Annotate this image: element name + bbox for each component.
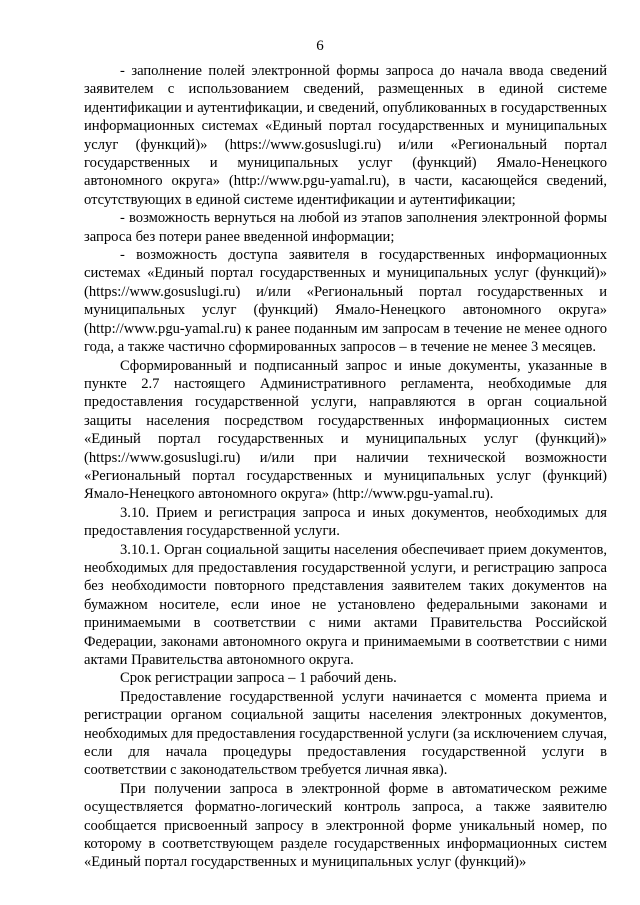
paragraph-service-start: Предоставление государственной услуги начинается с момента приема и регистрации органом социальной защиты населения электронных документов, необходимых для предоставления государственной услуги (за исключением случая, если для начала процедуры предоставления государственной услуги в соответствии с законодательством требуется личная явка). (84, 688, 607, 779)
paragraph-format-logical-control: При получении запроса в электронной форме в автоматическом режиме осуществляется форматно-логический контроль запроса, а также заявителю сообщается присвоенный запросу в электронной форме уникальный номер, по которому в соответствующем разделе государственных информационных систем «Единый портал государственных и муниципальных услуг (функций)» (84, 780, 607, 871)
paragraph-request-submission: Сформированный и подписанный запрос и иные документы, указанные в пункте 2.7 настоящего Административного регламента, необходимые для предоставления государственной услуги, направляются в орган социальной защиты населения посредством государственных информационных систем «Единый портал государственных и муниципальных услуг (функций)» (https://www.gosuslugi.ru) и/или при наличии технической возможности «Региональный портал государственных и муниципальных услуг (функций) Ямало-Ненецкого автономного округа» (http://www.pgu-yamal.ru). (84, 357, 607, 503)
paragraph-access-to-requests: - возможность доступа заявителя в государственных информационных системах «Единый портал государственных и муниципальных услуг (функций)» (https://www.gosuslugi.ru) и/или «Региональный портал государственных и муниципальных услуг (функций) Ямало-Ненецкого автономного округа» (http://www.pgu-yamal.ru) к ранее поданным им запросам в течение не менее одного года, а также частично сформированных запросов – в течение не менее 3 месяцев. (84, 247, 607, 356)
paragraph-section-3-10-1: 3.10.1. Орган социальной защиты населения обеспечивает прием документов, необходимых для предоставления государственной услуги, и регистрацию запроса без необходимости повторного представления заявителем таких документов на бумажном носителе, если иное не установлено федеральными законами и принимаемыми в соответствии с ними актами Правительства Российской Федерации, законами автономного округа и принимаемыми в соответствии с ними актами Правительства автономного округа. (84, 541, 607, 668)
paragraph-form-field-autofill: - заполнение полей электронной формы запроса до начала ввода сведений заявителем с использованием сведений, размещенных в единой системе идентификации и аутентификации, и сведений, опубликованных в государственных информационных системах «Единый портал государственных и муниципальных услуг (функций)» (https://www.gosuslugi.ru) и/или «Региональный портал государственных и муниципальных услуг (функций) Ямало-Ненецкого автономного округа» (http://www.pgu-yamal.ru), в части, касающейся сведений, отсутствующих в единой системе идентификации и аутентификации; (84, 63, 607, 208)
paragraph-section-3-10: 3.10. Прием и регистрация запроса и иных документов, необходимых для предоставления государственной услуги. (84, 504, 607, 540)
paragraph-return-to-step: - возможность вернуться на любой из этапов заполнения электронной формы запроса без потери ранее введенной информации; (84, 210, 607, 245)
paragraph-registration-term: Срок регистрации запроса – 1 рабочий день. (120, 670, 397, 687)
document-body (84, 62, 607, 872)
page-number: 6 (316, 38, 324, 54)
